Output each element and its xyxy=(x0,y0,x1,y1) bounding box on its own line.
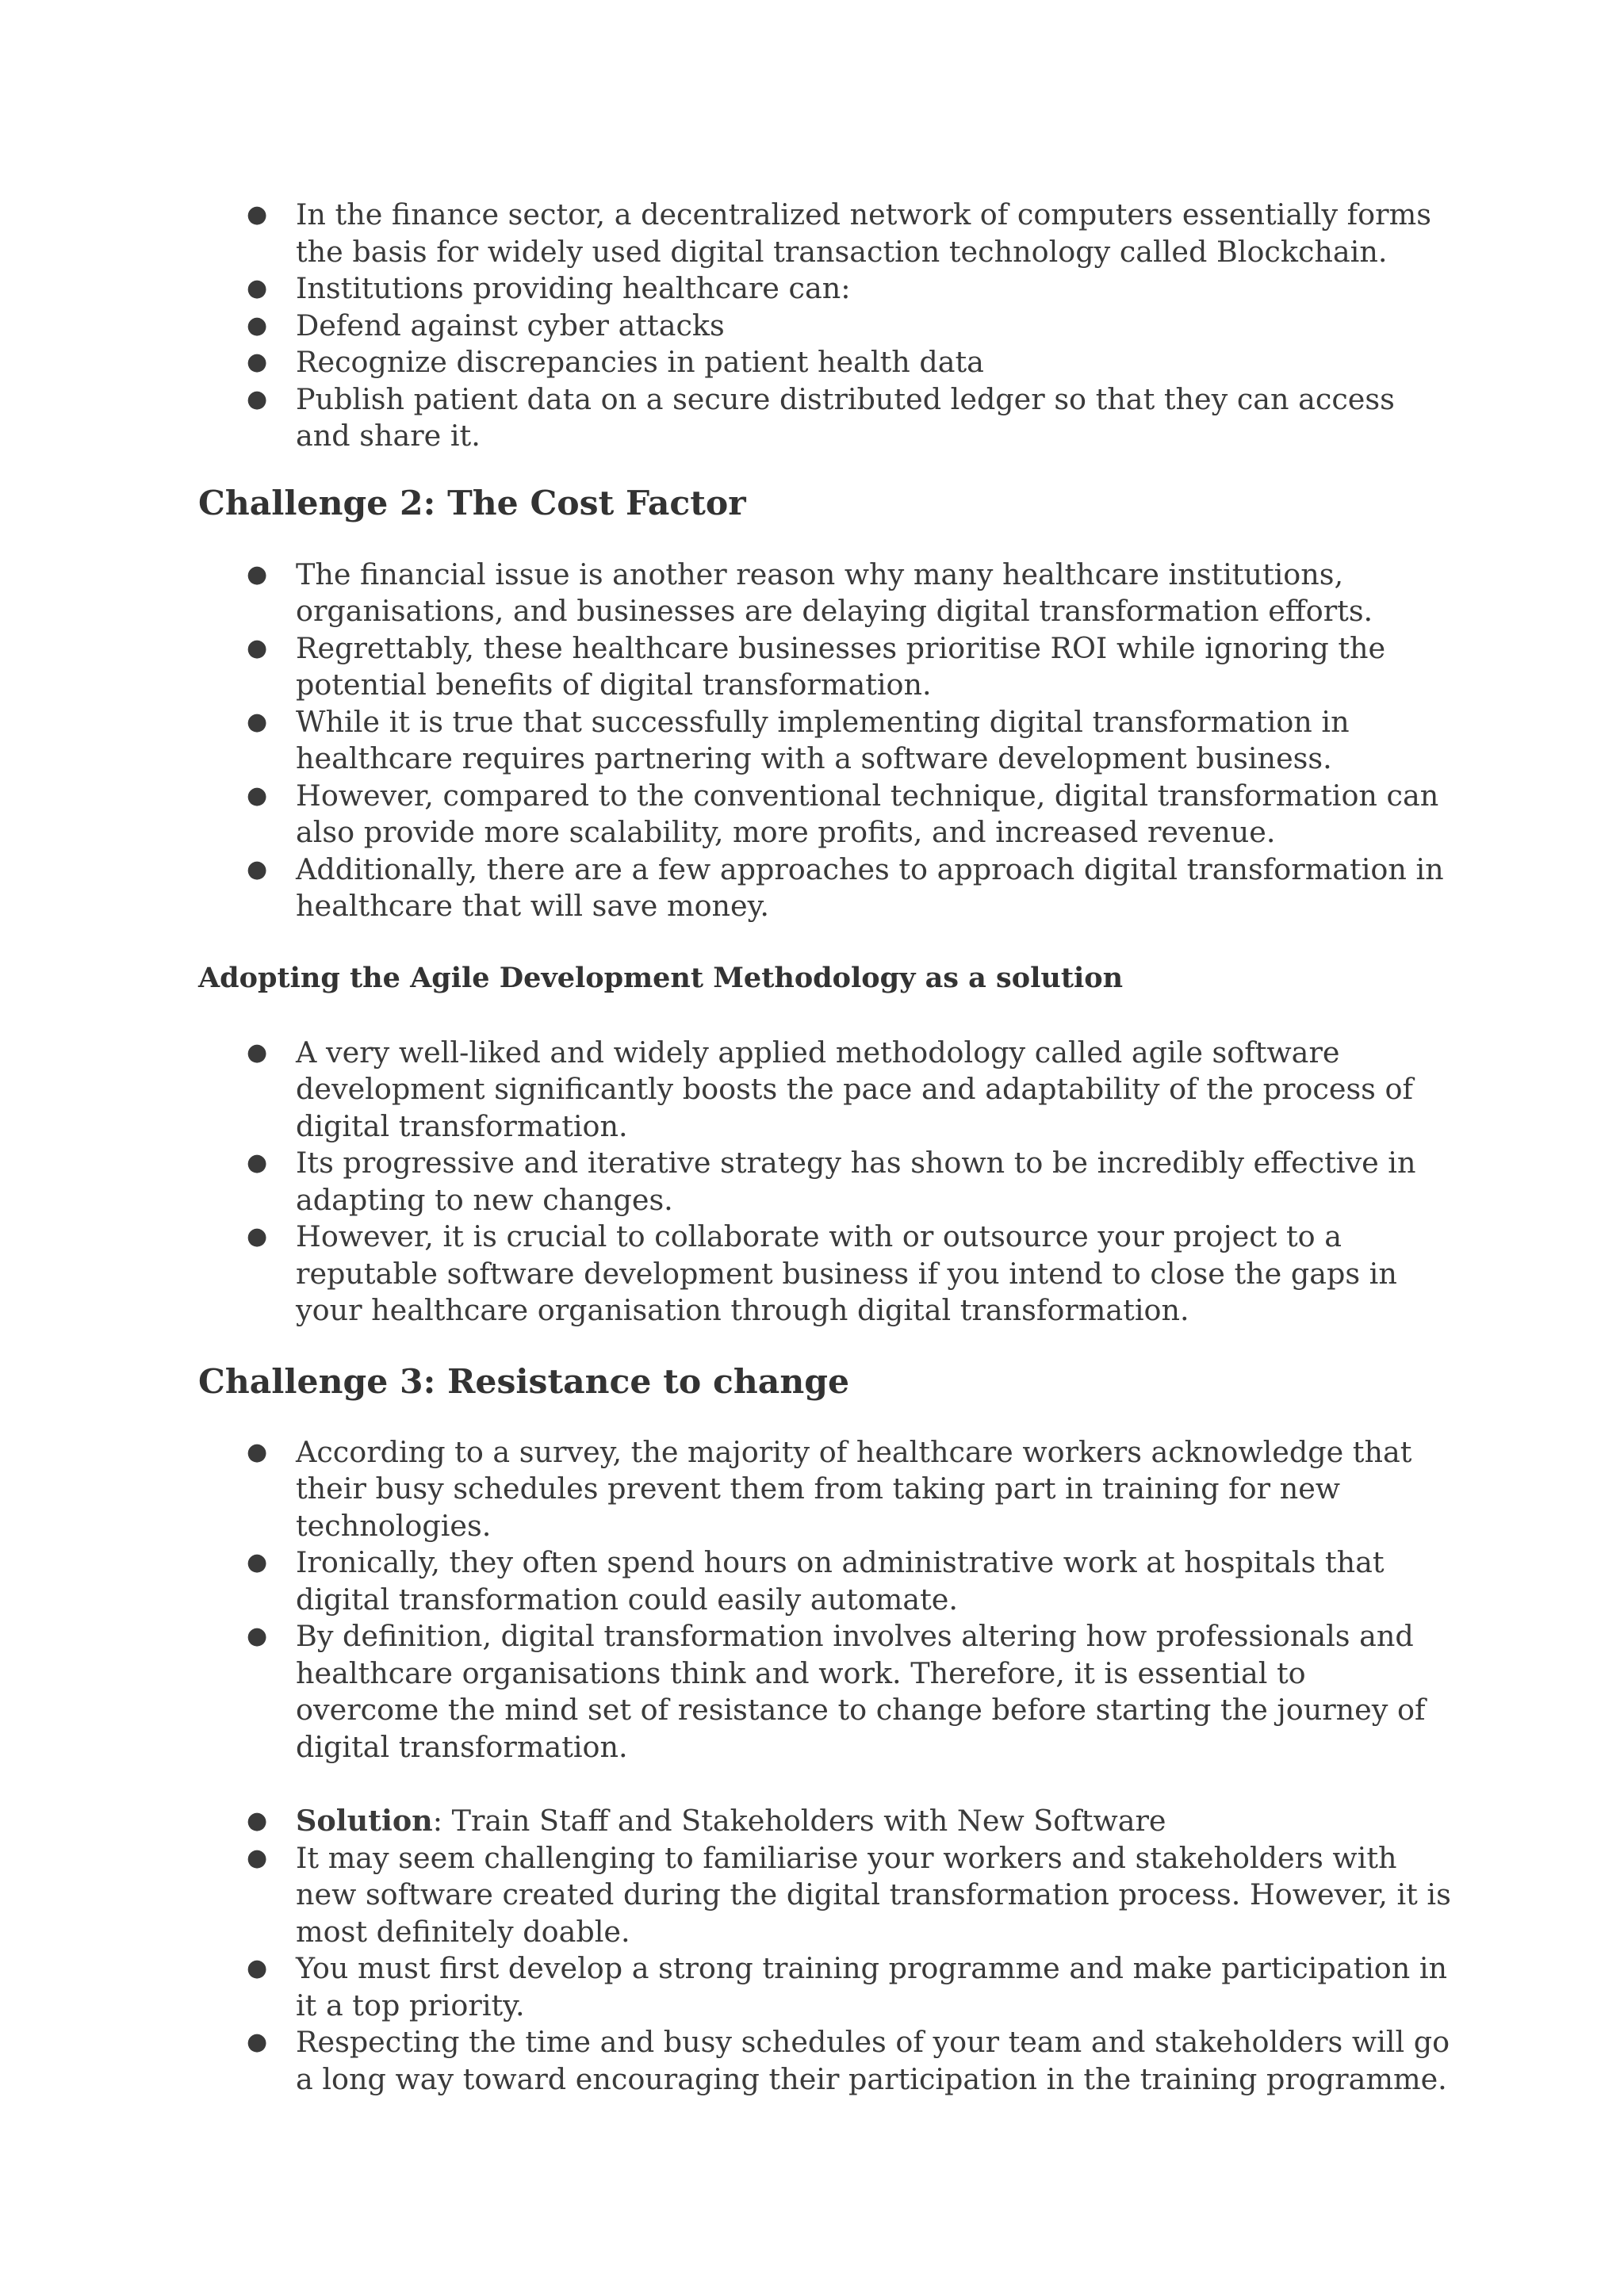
bullet-icon: ● xyxy=(247,855,268,883)
list-item: ● Publish patient data on a secure distributed ledger so that they can access and share it. xyxy=(247,381,1395,453)
bullet-icon: ● xyxy=(247,2028,268,2056)
list-item: ● Respecting the time and busy schedules of your team and stakeholders will go a long way toward encouraging their participation in the training programme. xyxy=(247,2025,1450,2096)
list-item: ● However, it is crucial to collaborate with or outsource your project to a reputable software development business if you intend to close the gaps in your healthcare organisation through digital transformation. xyxy=(247,1219,1397,1327)
bullet-icon: ● xyxy=(247,707,268,736)
bullet-icon: ● xyxy=(247,201,268,228)
list-item: ● Its progressive and iterative strategy has shown to be incredibly effective in adapting to new changes. xyxy=(247,1146,1416,1217)
document-body xyxy=(198,197,1451,2098)
list-item: ● However, compared to the conventional technique, digital transformation can also provide more scalability, more profits, and increased revenue. xyxy=(247,778,1439,849)
bullet-icon: ● xyxy=(247,1038,268,1066)
challenge-2-heading: Challenge 2: The Cost Factor xyxy=(198,483,746,523)
list-item xyxy=(198,1803,1451,1840)
challenge-3-heading: Challenge 3: Resistance to change xyxy=(198,1361,849,1402)
list-item: ● Additionally, there are a few approaches to approach digital transformation in healthcare that will save money. xyxy=(247,851,1444,923)
agile-solution-subheading: Adopting the Agile Development Methodology as a solution xyxy=(198,961,1124,994)
list-item: ● Recognize discrepancies in patient health data xyxy=(198,344,1451,381)
intro-bullet-list xyxy=(198,197,1451,455)
bullet-icon: ● xyxy=(247,385,268,413)
list-item: ● While it is true that successfully implementing digital transformation in healthcare requires partnering with a software development business. xyxy=(247,704,1350,775)
solution-text: : Train Staff and Stakeholders with New Software xyxy=(432,1804,1166,1838)
bullet-icon: ● xyxy=(247,1622,268,1650)
list-item: ● Regrettably, these healthcare businesses prioritise ROI while ignoring the potential benefits of digital transformation. xyxy=(247,630,1386,702)
bullet-icon: ● xyxy=(247,633,268,662)
bullet-icon: ● xyxy=(247,311,268,339)
list-item: ● Institutions providing healthcare can: xyxy=(198,270,1451,308)
bullet-icon: ● xyxy=(247,1437,268,1466)
list-item: ● According to a survey, the majority of healthcare workers acknowledge that their busy schedules prevent them from taking part in training for new technologies. xyxy=(247,1434,1412,1543)
bullet-icon: ● xyxy=(247,1954,268,1982)
bullet-icon: ● xyxy=(247,1843,268,1872)
challenge-3-bullet-list xyxy=(198,1434,1451,1766)
list-item: ● It may seem challenging to familiarise your workers and stakeholders with new software created during the digital transformation process. However, it is most definitely doable. xyxy=(247,1840,1451,1949)
solution-label: Solution xyxy=(296,1804,433,1838)
bullet-icon: ● xyxy=(247,274,268,302)
list-item: ● By definition, digital transformation involves altering how professionals and healthcare organisations think and work. Therefore, it is essential to overcome the mind set of resistance to change before starting the journey of digital transformation. xyxy=(247,1619,1426,1764)
list-item: ● You must first develop a strong training programme and make participation in it a top priority. xyxy=(247,1951,1448,2022)
challenge-2-bullet-list xyxy=(198,557,1451,925)
bullet-icon: ● xyxy=(247,781,268,809)
list-item: ● In the finance sector, a decentralized network of computers essentially forms the basis for widely used digital transaction technology called Blockchain. xyxy=(247,197,1431,269)
list-item: ● Defend against cyber attacks xyxy=(198,308,1451,345)
list-item: ● Ironically, they often spend hours on administrative work at hospitals that digital transformation could easily automate. xyxy=(247,1545,1385,1617)
bullet-icon: ● xyxy=(247,348,268,376)
bullet-icon: ● xyxy=(247,560,268,588)
bullet-icon: ● xyxy=(247,1548,268,1576)
bullet-icon: ● xyxy=(247,1223,268,1250)
bullet-icon: ● xyxy=(247,1807,268,1835)
list-item: ● The financial issue is another reason why many healthcare institutions, organisations, and businesses are delaying digital transformation efforts. xyxy=(247,557,1373,628)
bullet-icon: ● xyxy=(247,1149,268,1177)
solution-bullet-list xyxy=(198,1803,1451,2098)
agile-bullet-list xyxy=(198,1035,1451,1330)
list-item: ● A very well-liked and widely applied methodology called agile software development significantly boosts the pace and adaptability of the process of digital transformation. xyxy=(247,1035,1413,1143)
